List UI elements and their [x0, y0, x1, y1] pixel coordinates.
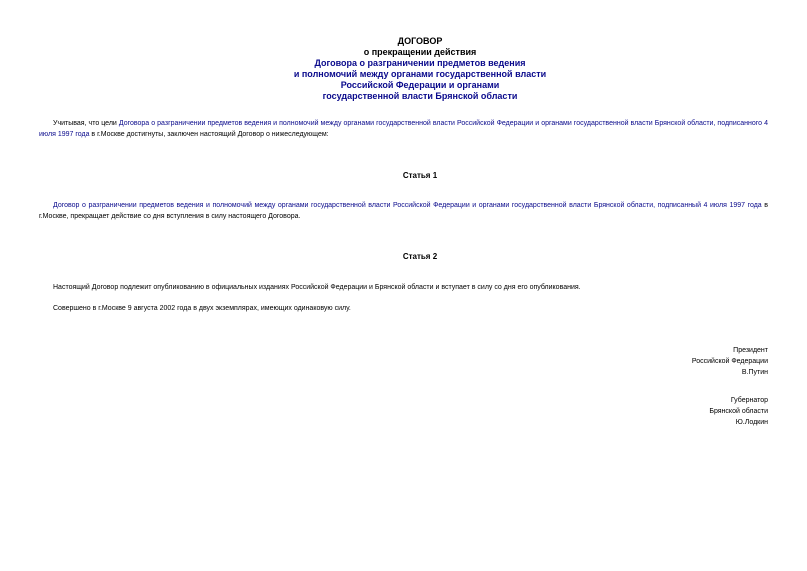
title-line-1: ДОГОВОР: [397, 36, 443, 46]
signature-president-name: В.Путин: [741, 369, 768, 376]
signature-president-title: Президент: [733, 347, 768, 354]
article-1-heading: Статья 1: [402, 171, 438, 180]
document-title: [100, 36, 740, 102]
title-line-3: Договора о разграничении предметов ведения: [314, 58, 526, 68]
done-paragraph: Совершено в г.Москве 9 августа 2002 года в двух экземплярах, имеющих одинаковую силу.: [53, 305, 351, 312]
preamble-treaty-link[interactable]: Договора о разграничении предметов ведения и полномочий между органами государственной власти Российской Федерации и органами государственной власти Брянской области, подписанного 4 июля 1997 года: [39, 120, 768, 138]
signature-governor: [709, 395, 768, 428]
signature-president-org: Российской Федерации: [691, 358, 768, 365]
preamble-lead: Учитывая, что цели: [53, 120, 119, 127]
signature-governor-name: Ю.Лодкин: [735, 419, 768, 426]
article-2-paragraph: Настоящий Договор подлежит опубликованию в официальных изданиях Российской Федерации и Брянской области и вступает в силу со дня его опубликования.: [53, 284, 581, 291]
title-line-4: и полномочий между органами государственной власти: [293, 69, 547, 79]
article-2-heading: Статья 2: [402, 252, 438, 261]
article-1-paragraph: [39, 200, 768, 222]
title-line-6: государственной власти Брянской области: [322, 91, 518, 101]
signature-president: [692, 345, 768, 378]
title-line-2: о прекращении действия: [363, 47, 477, 57]
title-line-5: Российской Федерации и органами: [340, 80, 500, 90]
signature-governor-title: Губернатор: [730, 397, 768, 404]
preamble-paragraph: [39, 118, 768, 140]
signature-governor-org: Брянской области: [709, 408, 768, 415]
article-1-tail: в г.Москве, прекращает действие со дня вступления в силу настоящего Договора.: [39, 202, 768, 220]
preamble-tail: в г.Москве достигнуты, заключен настоящий Договор о нижеследующем:: [89, 131, 329, 138]
article-1-treaty-link[interactable]: Договор о разграничении предметов ведения и полномочий между органами государственной власти Российской Федерации и органами государственной власти Брянской области, подписанный 4 июля 1997 года: [53, 202, 762, 209]
